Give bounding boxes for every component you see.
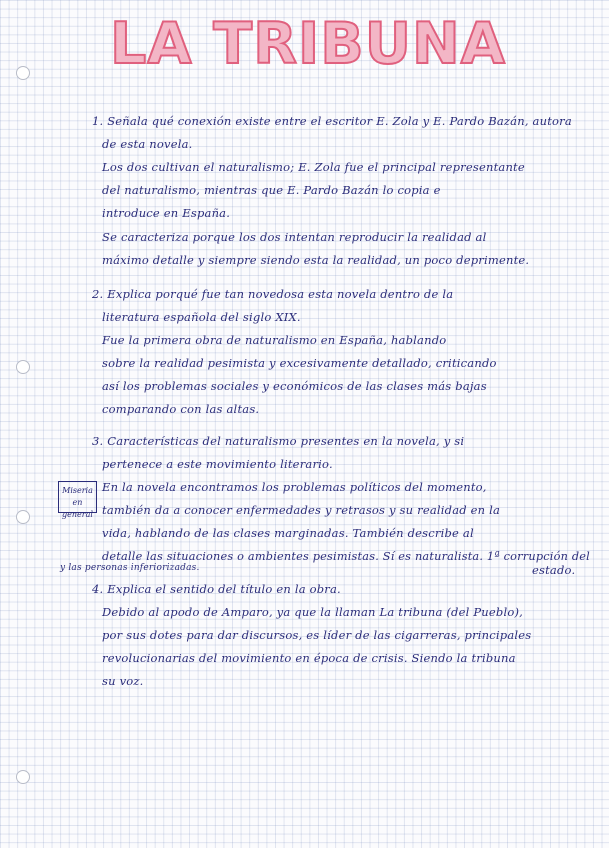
answer-4-line-3: revolucionarias del movimiento en época de crisis. Siendo la tribuna [102,651,516,665]
margin-note-line-2: en general [62,498,93,519]
answer-2-line-1: Fue la primera obra de naturalismo en España, hablando [102,333,447,347]
answer-3-line-4: detalle las situaciones o ambientes pesimistas. Sí es naturalista. 1ª corrupción del [102,549,590,563]
question-1-line-1: 1. Señala qué conexión existe entre el escritor E. Zola y E. Pardo Bazán, autora [92,114,572,128]
answer-1-line-5: máximo detalle y siempre siendo esta la realidad, un poco deprimente. [102,253,530,267]
question-3-line-2: pertenece a este movimiento literario. [102,457,333,471]
answer-4-line-4: su voz. [102,674,144,688]
answer-3-line-2: también da a conocer enfermedades y retrasos y su realidad en la [102,503,501,517]
answer-3-line-3: vida, hablando de las clases marginadas. También describe al [102,526,474,540]
answer-1-line-1: Los dos cultivan el naturalismo; E. Zola fue el principal representante [102,160,525,174]
answer-2-line-3: así los problemas sociales y económicos de las clases más bajas [102,379,487,393]
margin-note-box [58,481,97,519]
answer-3-line-1: En la novela encontramos los problemas políticos del momento, [102,480,487,494]
page-title: LA TRIBUNA [110,11,506,77]
question-2-line-1: 2. Explica porqué fue tan novedosa esta novela dentro de la [92,287,454,301]
answer-2-line-2: sobre la realidad pesimista y excesivamente detallado, criticando [102,356,497,370]
margin-note-line-1: Miseria [62,486,93,495]
answer-1-line-3: introduce en España. [102,206,231,220]
answer-1-line-2: del naturalismo, mientras que E. Pardo Bazán lo copia e [102,183,441,197]
answer-3-side-note-right: estado. [532,563,576,577]
binder-hole [16,510,30,524]
question-3-line-1: 3. Características del naturalismo presentes en la novela, y si [92,434,465,448]
binder-hole [16,770,30,784]
question-1-line-2: de esta novela. [102,137,193,151]
binder-hole [16,66,30,80]
binder-hole [16,360,30,374]
question-4-line-1: 4. Explica el sentido del título en la obra. [92,582,341,596]
answer-1-line-4: Se caracteriza porque los dos intentan reproducir la realidad al [102,230,487,244]
answer-4-line-2: por sus dotes para dar discursos, es líder de las cigarreras, principales [102,628,532,642]
answer-3-side-note-left: y las personas inferiorizadas. [60,563,200,573]
answer-2-line-4: comparando con las altas. [102,402,260,416]
answer-4-line-1: Debido al apodo de Amparo, ya que la llaman La tribuna (del Pueblo), [102,605,523,619]
question-2-line-2: literatura española del siglo XIX. [102,310,301,324]
